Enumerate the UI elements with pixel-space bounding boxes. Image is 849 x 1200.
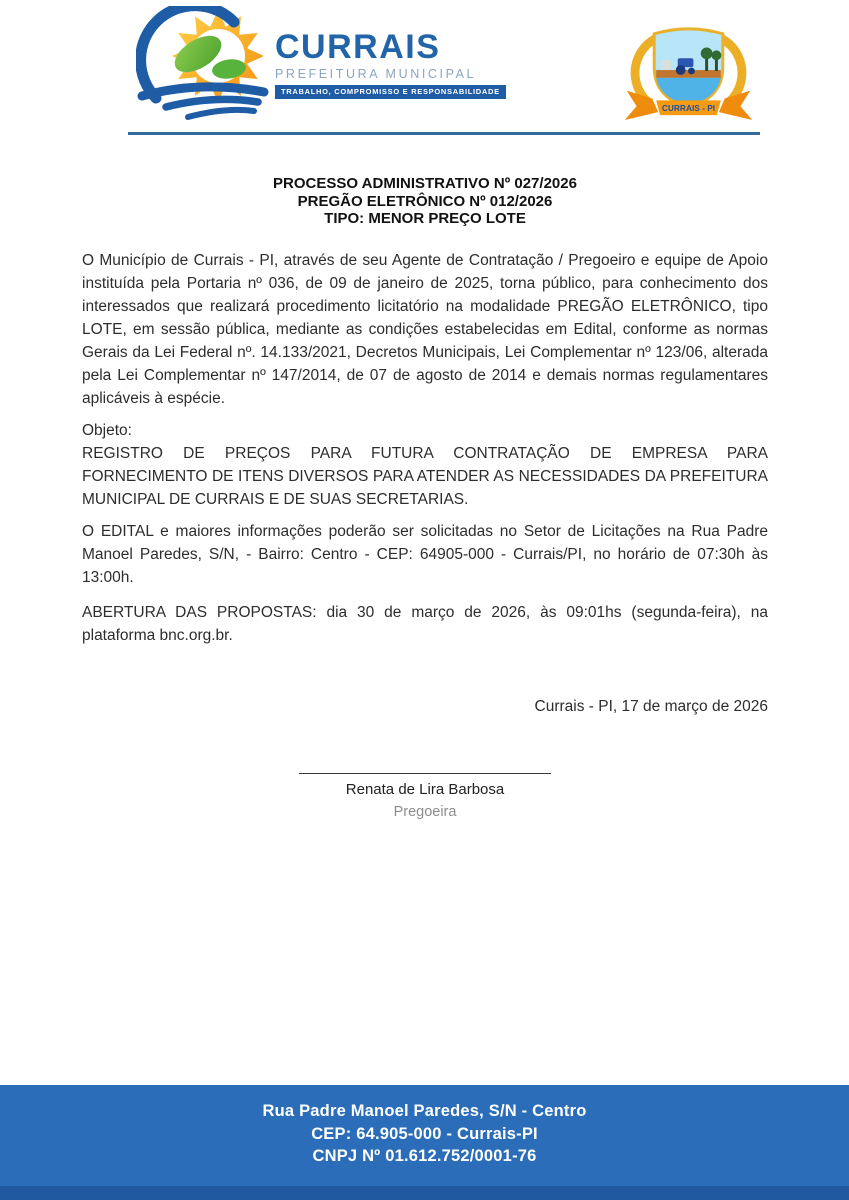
document-title [82, 175, 768, 228]
abertura-paragraph: ABERTURA DAS PROPOSTAS: dia 30 de março de 2026, às 09:01hs (segunda-feira), na plataforma bnc.org.br. [82, 603, 768, 644]
footer-cnpj: CNPJ Nº 01.612.752/0001-76 [312, 1147, 537, 1165]
signature-name: Renata de Lira Barbosa [345, 780, 505, 798]
sun-leaves-icon [136, 6, 271, 129]
logo-text-block [275, 6, 506, 99]
intro-paragraph: O Município de Currais - PI, através de seu Agente de Contratação / Pregoeiro e equipe de Apoio instituída pela Portaria nº 036, de 09 de janeiro de 2025, torna público, para conhecimento dos interessados que realizará procedimento licitatório na modalidade PREGÃO ELETRÔNICO, tipo LOTE, em sessão pública, mediante as condições estabelecidas em Edital, conforme as normas Gerais da Lei Federal nº. 14.133/2021, Decretos Municipais, Lei Complementar nº 123/06, alterada pela Lei Complementar nº 147/2014, de 07 de agosto de 2014 e demais normas regulamentares aplicáveis à espécie. [82, 251, 768, 407]
document-header [0, 0, 849, 135]
logo-tagline-banner: TRABALHO, COMPROMISSO E RESPONSABILIDADE [275, 85, 506, 99]
municipal-crest-icon [615, 16, 762, 131]
title-pregao: PREGÃO ELETRÔNICO Nº 012/2026 [297, 192, 553, 210]
prefeitura-logo [136, 6, 506, 129]
footer-cep: CEP: 64.905-000 - Currais-PI [311, 1124, 538, 1143]
footer-bottom-strip [0, 1186, 849, 1200]
document-footer [0, 1085, 849, 1200]
crest-ribbon-text: CURRAIS - PI [661, 103, 716, 114]
logo-subtitle: PREFEITURA MUNICIPAL [275, 67, 477, 81]
document-body [0, 175, 849, 821]
edital-paragraph: O EDITAL e maiores informações poderão ser solicitadas no Setor de Licitações na Rua Padre Manoel Paredes, S/N, - Bairro: Centro - CEP: 64905-000 - Currais/PI, no horário de 07:30h às 13:00h. [82, 522, 768, 586]
dateline: Currais - PI, 17 de março de 2026 [534, 697, 768, 715]
footer-address-band [0, 1085, 849, 1186]
object-paragraph: REGISTRO DE PREÇOS PARA FUTURA CONTRATAÇÃO DE EMPRESA PARA FORNECIMENTO DE ITENS DIVERSOS PARA ATENDER AS NECESSIDADES DA PREFEITURA MUNICIPAL DE CURRAIS E DE SUAS SECRETARIAS. [82, 444, 768, 508]
title-processo: PROCESSO ADMINISTRATIVO Nº 027/2026 [273, 175, 577, 192]
signature-block [82, 773, 768, 821]
logo-city-name: CURRAIS [275, 28, 441, 66]
header-divider-line [128, 132, 760, 135]
signature-line [299, 773, 551, 774]
signature-role: Pregoeira [393, 803, 457, 820]
footer-address: Rua Padre Manoel Paredes, S/N - Centro [262, 1102, 587, 1120]
object-label: Objeto: [82, 421, 132, 439]
title-tipo: TIPO: MENOR PREÇO LOTE [324, 210, 526, 227]
